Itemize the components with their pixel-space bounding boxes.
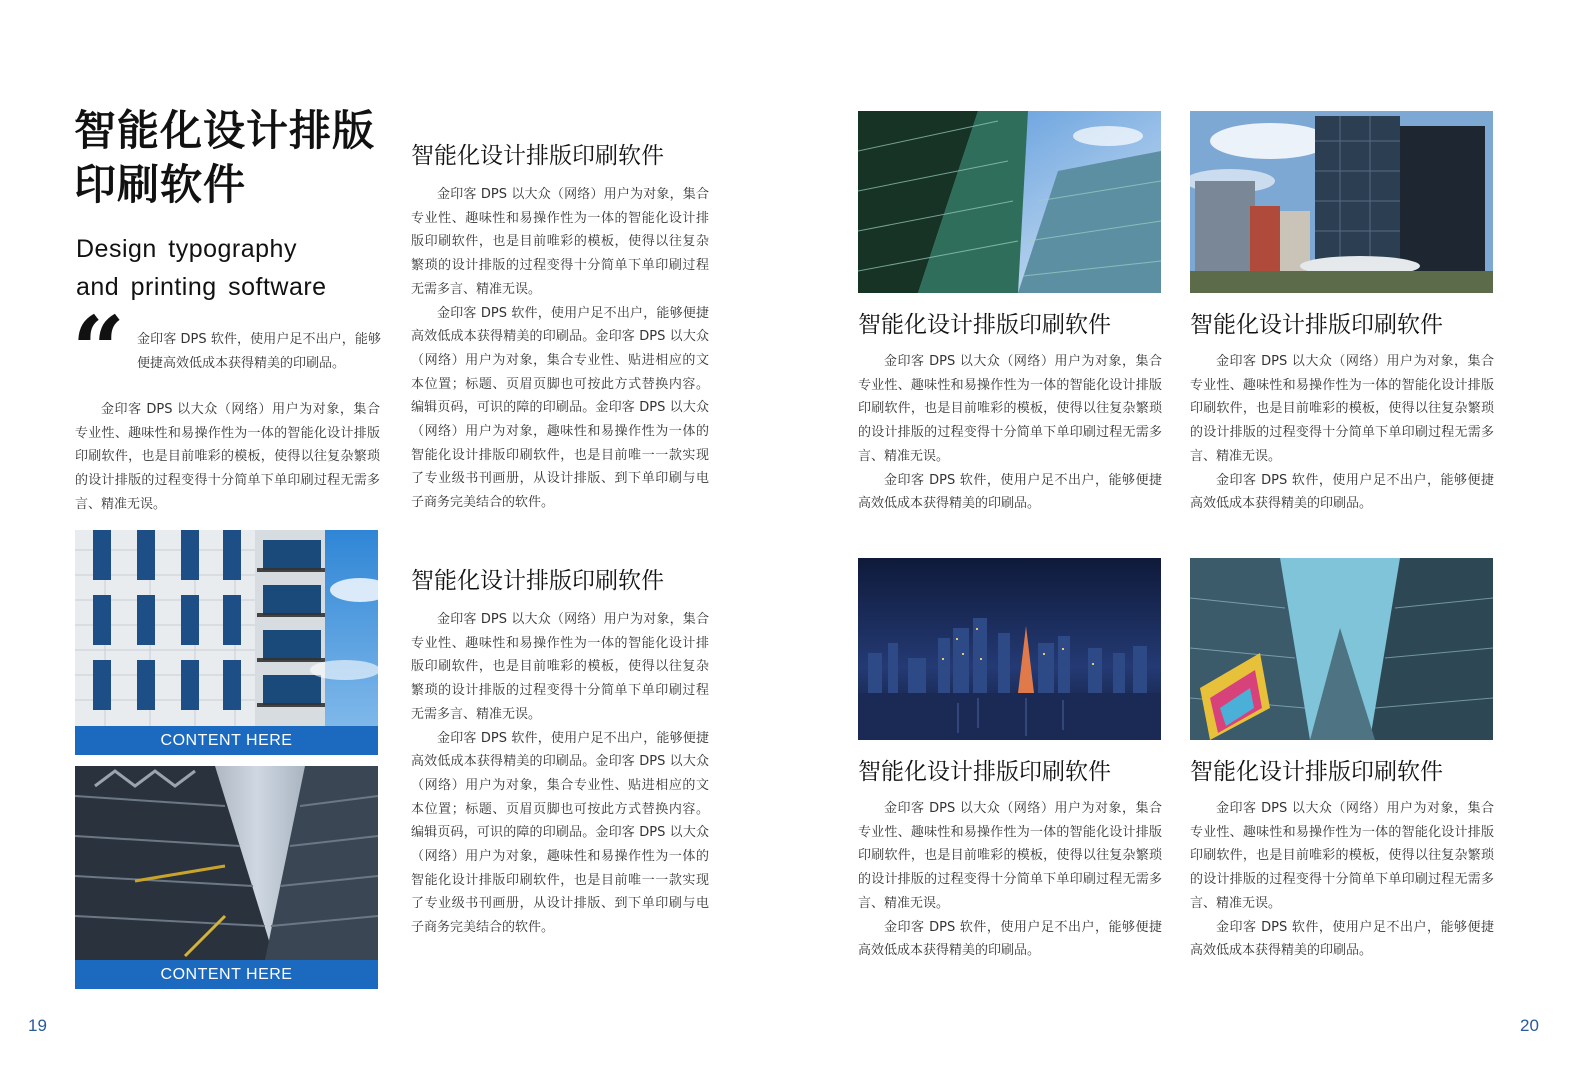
card-4-paragraph-1: 金印客 DPS 以大众（网络）用户为对象，集合专业性、趣味性和易操作性为一体的智能化设计排版印刷软件，也是目前唯彩的模板，使得以往复杂繁琐的设计排版的过程变得十分简单下单印刷过程无需多言、精准无误。: [1190, 801, 1494, 911]
card-1: [858, 310, 1162, 516]
card-4-paragraph-2: 金印客 DPS 软件，使用户足不出户，能够便捷高效低成本获得精美的印刷品。: [1190, 919, 1494, 959]
skyscrapers-upward-photo: [1190, 558, 1493, 740]
article-1-paragraph-2: 金印客 DPS 软件，使用户足不出户，能够便捷高效低成本获得精美的印刷品。金印客 DPS 以大众（网络）用户为对象，集合专业性、贴进相应的文本位置；标题、页眉页脚也可按此方式替换内容。编辑页码，可识的障的印刷品。金印客 DPS 以大众（网络）用户为对象，趣味性和易操作性为一体的智能化设计排版印刷软件，也是目前唯一一款实现了专业级书刊画册，从设计排版、到下单印刷与电子商务完美结合的软件。: [411, 305, 709, 511]
quote-mark-icon: “: [72, 296, 125, 404]
article-1-paragraph-1: 金印客 DPS 以大众（网络）用户为对象，集合专业性、趣味性和易操作性为一体的智能化设计排版印刷软件，也是目前唯彩的模板，使得以往复杂繁琐的设计排版的过程变得十分简单下单印刷过程无需多言、精准无误。: [411, 187, 709, 297]
card-3-paragraph-1: 金印客 DPS 以大众（网络）用户为对象，集合专业性、趣味性和易操作性为一体的智能化设计排版印刷软件，也是目前唯彩的模板，使得以往复杂繁琐的设计排版的过程变得十分简单下单印刷过程无需多言、精准无误。: [858, 801, 1162, 911]
article-2-heading: 智能化设计排版印刷软件: [411, 568, 664, 594]
card-3-paragraph-2: 金印客 DPS 软件，使用户足不出户，能够便捷高效低成本获得精美的印刷品。: [858, 919, 1162, 959]
card-4: [1190, 757, 1494, 963]
article-2-paragraph-2: 金印客 DPS 软件，使用户足不出户，能够便捷高效低成本获得精美的印刷品。金印客 DPS 以大众（网络）用户为对象，集合专业性、贴进相应的文本位置；标题、页眉页脚也可按此方式替换内容。编辑页码，可识的障的印刷品。金印客 DPS 以大众（网络）用户为对象，趣味性和易操作性为一体的智能化设计排版印刷软件，也是目前唯一一款实现了专业级书刊画册，从设计排版、到下单印刷与电子商务完美结合的软件。: [411, 730, 709, 936]
article-2: [411, 566, 709, 940]
card-2: [1190, 310, 1494, 516]
card-2-paragraph-1: 金印客 DPS 以大众（网络）用户为对象，集合专业性、趣味性和易操作性为一体的智能化设计排版印刷软件，也是目前唯彩的模板，使得以往复杂繁琐的设计排版的过程变得十分简单下单印刷过程无需多言、精准无误。: [1190, 354, 1494, 464]
article-1-heading: 智能化设计排版印刷软件: [411, 143, 664, 169]
skyscraper-photo: [75, 766, 378, 960]
page-title-line2: 印刷软件: [74, 160, 247, 209]
building-facade-photo: [75, 530, 378, 726]
english-subtitle: [76, 230, 396, 306]
photo-caption-1: CONTENT HERE: [75, 726, 378, 755]
article-1: [411, 141, 709, 515]
card-3: [858, 757, 1162, 963]
card-1-heading: 智能化设计排版印刷软件: [858, 312, 1111, 338]
card-2-heading: 智能化设计排版印刷软件: [1190, 312, 1443, 338]
english-subtitle-line1: Design typography: [76, 235, 297, 263]
article-2-paragraph-1: 金印客 DPS 以大众（网络）用户为对象，集合专业性、趣味性和易操作性为一体的智能化设计排版印刷软件，也是目前唯彩的模板，使得以往复杂繁琐的设计排版的过程变得十分简单下单印刷过程无需多言、精准无误。: [411, 612, 709, 722]
card-1-paragraph-2: 金印客 DPS 软件，使用户足不出户，能够便捷高效低成本获得精美的印刷品。: [858, 472, 1162, 512]
card-4-heading: 智能化设计排版印刷软件: [1190, 759, 1443, 785]
card-1-paragraph-1: 金印客 DPS 以大众（网络）用户为对象，集合专业性、趣味性和易操作性为一体的智能化设计排版印刷软件，也是目前唯彩的模板，使得以往复杂繁琐的设计排版的过程变得十分简单下单印刷过程无需多言、精准无误。: [858, 354, 1162, 464]
page-number-right: 20: [1520, 1016, 1539, 1035]
page-title-line1: 智能化设计排版: [74, 106, 376, 155]
city-waterfront-photo: [1190, 111, 1493, 293]
pull-quote: 金印客 DPS 软件，使用户足不出户，能够便捷高效低成本获得精美的印刷品。: [137, 332, 381, 371]
page-title: [74, 104, 394, 212]
night-skyline-photo: [858, 558, 1161, 740]
card-3-heading: 智能化设计排版印刷软件: [858, 759, 1111, 785]
card-2-paragraph-2: 金印客 DPS 软件，使用户足不出户，能够便捷高效低成本获得精美的印刷品。: [1190, 472, 1494, 512]
english-subtitle-line2: and printing software: [76, 273, 327, 301]
photo-caption-2: CONTENT HERE: [75, 960, 378, 989]
page-number-left: 19: [28, 1016, 47, 1035]
glass-tower-photo: [858, 111, 1161, 293]
intro-paragraph: 金印客 DPS 以大众（网络）用户为对象，集合专业性、趣味性和易操作性为一体的智能化设计排版印刷软件，也是目前唯彩的模板，使得以往复杂繁琐的设计排版的过程变得十分简单下单印刷过程无需多言、精准无误。: [75, 402, 380, 512]
